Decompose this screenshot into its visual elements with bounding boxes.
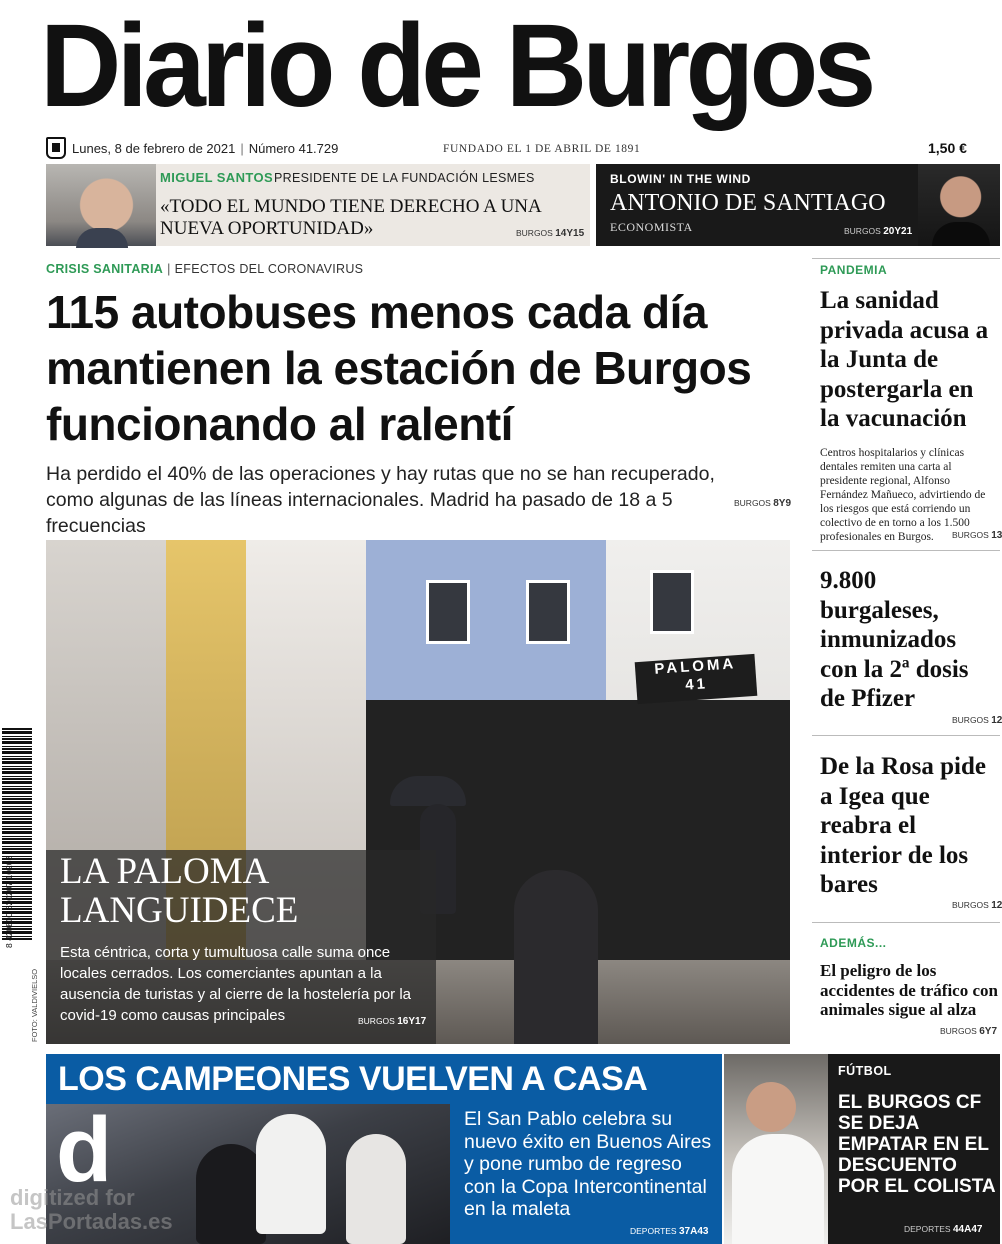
umbrella-icon — [390, 776, 466, 806]
watermark: digitized for LasPortadas.es — [10, 1185, 173, 1234]
street-photo[interactable] — [46, 540, 790, 1044]
interviewee-name: MIGUEL SANTOS — [160, 170, 274, 185]
sports-headline[interactable]: LOS CAMPEONES VUELVEN A CASA — [58, 1060, 648, 1098]
date: Lunes, 8 de febrero de 2021 — [72, 141, 236, 156]
columnist-name: ANTONIO DE SANTIAGO — [610, 190, 886, 216]
section-kicker: PANDEMIA — [820, 263, 888, 277]
interviewee-photo — [46, 164, 156, 246]
column-label: BLOWIN' IN THE WIND — [610, 172, 751, 186]
story-headline[interactable]: La sanidad privada acusa a la Junta de postergarla en la vacunación — [820, 287, 989, 432]
section-kicker: ADEMÁS... — [820, 936, 887, 950]
shop-sign-text: PALOMA 41 — [653, 655, 737, 694]
interview-quote: «TODO EL MUNDO TIENE DERECHO A UNA NUEVA OPORTUNIDAD» — [160, 196, 541, 239]
football-headline[interactable]: EL BURGOS CF SE DEJA EMPATAR EN EL DESCUENTO POR EL COLISTA — [838, 1092, 996, 1197]
main-deck: Ha perdido el 40% de las operaciones y hay rutas que no se han recuperado, como algunas de las líneas internacionales. Madrid ha pasado de 18 a 5 frecuencias — [46, 463, 715, 537]
issue-number: Número 41.729 — [248, 141, 339, 156]
football-box[interactable] — [828, 1054, 1000, 1244]
divider — [812, 258, 1000, 259]
football-player-photo — [724, 1054, 828, 1244]
divider — [812, 922, 1000, 923]
barcode-number: 8 420800 620207 10208 — [4, 855, 14, 948]
crest-icon — [46, 137, 66, 159]
divider — [812, 735, 1000, 736]
columnist-role: ECONOMISTA — [610, 220, 693, 234]
page-reference: DEPORTES 37A43 — [630, 1226, 709, 1237]
columnist-photo — [918, 164, 1000, 246]
dateline: Lunes, 8 de febrero de 2021 | Número 41.729 — [72, 141, 339, 156]
photo-credit: FOTO: VALDIVIELSO — [30, 968, 39, 1042]
price: 1,50 € — [928, 140, 967, 156]
page-reference: DEPORTES 44A47 — [904, 1224, 983, 1235]
page-reference: BURGOS 12 — [952, 900, 1002, 911]
page-reference: BURGOS 14Y15 — [516, 228, 585, 239]
masthead-title: Diario de Burgos — [40, 0, 872, 132]
story-headline[interactable]: 9.800 burgaleses, inmunizados con la 2ª dosis de Pfizer — [820, 567, 969, 712]
page-reference: BURGOS 16Y17 — [358, 1016, 427, 1027]
divider — [812, 550, 1000, 551]
interviewee-role: PRESIDENTE DE LA FUNDACIÓN LESMES — [274, 171, 535, 185]
page-reference: BURGOS 12 — [952, 715, 1002, 726]
promo-column[interactable] — [596, 164, 1000, 246]
promo-interview[interactable] — [46, 164, 590, 246]
story-headline[interactable]: De la Rosa pide a Igea que reabra el interior de los bares — [820, 753, 986, 898]
sports-deck: El San Pablo celebra su nuevo éxito en Buenos Aires y pone rumbo de regreso con la Copa Intercontinental en la maleta — [464, 1108, 712, 1220]
story-headline[interactable]: El peligro de los accidentes de tráfico con animales sigue al alza — [820, 961, 998, 1019]
page-reference: BURGOS 13 — [952, 530, 1002, 541]
page-reference: BURGOS 20Y21 — [844, 226, 913, 237]
section-letter: d — [56, 1099, 113, 1201]
football-kicker: FÚTBOL — [838, 1064, 892, 1078]
photo-caption: Esta céntrica, corta y tumultuosa calle suma once locales cerrados. Los comerciantes apuntan a la ausencia de turistas y al cierre de la hostelería por la covid-19 como causas principales — [60, 944, 412, 1024]
photo-headline[interactable]: LA PALOMA LANGUIDECE — [60, 851, 299, 931]
story-body: Centros hospitalarios y clínicas dentales remiten una carta al presidente regional, Alfonso Fernández Mañueco, advirtiendo de los riesgos que está corriendo un colectivo de en torno a los 1.500 profesionales en Burgos. — [820, 447, 986, 543]
page-reference: BURGOS 8Y9 — [734, 498, 792, 509]
main-headline[interactable]: 115 autobuses menos cada día mantienen la estación de Burgos funcionando al ralentí — [46, 286, 752, 450]
page-reference: BURGOS 6Y7 — [940, 1026, 998, 1037]
main-kicker: CRISIS SANITARIA | EFECTOS DEL CORONAVIRUS — [46, 262, 364, 276]
founded-line: FUNDADO EL 1 DE ABRIL DE 1891 — [443, 143, 641, 155]
